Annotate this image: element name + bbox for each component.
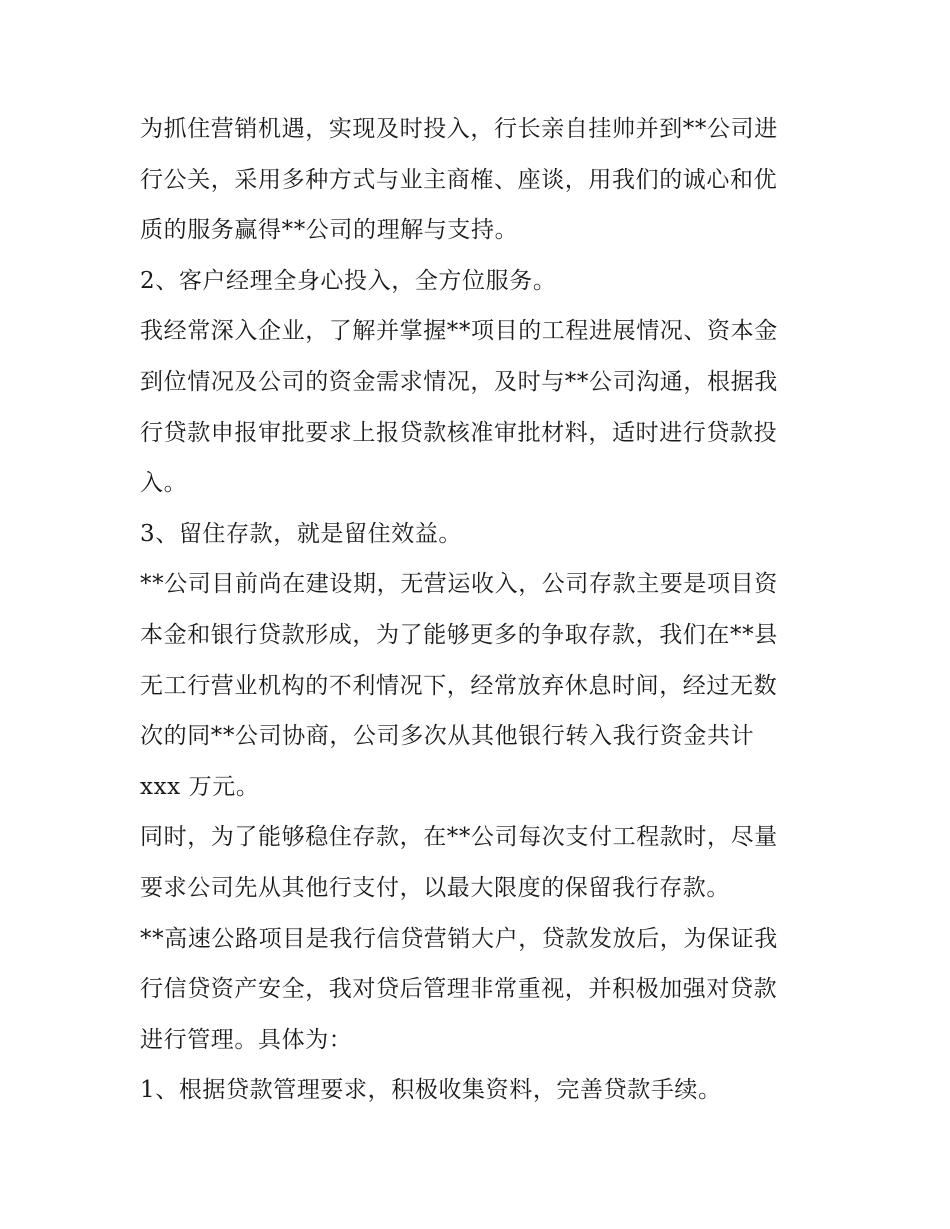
text-line: 行公关，采用多种方式与业主商榷、座谈，用我们的诚心和优	[140, 166, 778, 193]
section-heading: 3、留住存款，就是留住效益。	[140, 520, 463, 547]
text-line: xxx 万元。	[140, 773, 260, 800]
text-line: 进行管理。具体为：	[140, 1026, 353, 1053]
text-line: 要求公司先从其他行支付，以最大限度的保留我行存款。	[140, 874, 730, 901]
text-line: 质的服务赢得**公司的理解与支持。	[140, 217, 519, 244]
text-line: 行信贷资产安全，我对贷后管理非常重视，并积极加强对贷款	[140, 976, 778, 1003]
text-line: 为抓住营销机遇，实现及时投入，行长亲自挂帅并到**公司进	[140, 116, 778, 142]
text-line: **高速公路项目是我行信贷营销大户，贷款发放后，为保证我	[140, 925, 778, 952]
text-line: 本金和银行贷款形成，为了能够更多的争取存款，我们在**县	[140, 621, 778, 648]
text-line: **公司目前尚在建设期，无营运收入，公司存款主要是项目资	[140, 571, 778, 598]
text-line: 同时，为了能够稳住存款，在**公司每次支付工程款时，尽量	[140, 824, 778, 851]
document-body	[140, 104, 820, 1116]
text-line: 次的同**公司协商，公司多次从其他银行转入我行资金共计	[140, 723, 755, 750]
section-heading: 1、根据贷款管理要求，积极收集资料，完善贷款手续。	[140, 1077, 722, 1104]
text-line: 到位情况及公司的资金需求情况，及时与**公司沟通，根据我	[140, 368, 778, 395]
text-line: 无工行营业机构的不利情况下，经常放弃休息时间，经过无数	[140, 672, 778, 699]
text-line: 入。	[140, 470, 188, 497]
section-heading: 2、客户经理全身心投入，全方位服务。	[140, 267, 557, 294]
text-line: 我经常深入企业，了解并掌握**项目的工程进展情况、资本金	[140, 318, 778, 345]
text-line: 行贷款申报审批要求上报贷款核准审批材料，适时进行贷款投	[140, 419, 778, 446]
